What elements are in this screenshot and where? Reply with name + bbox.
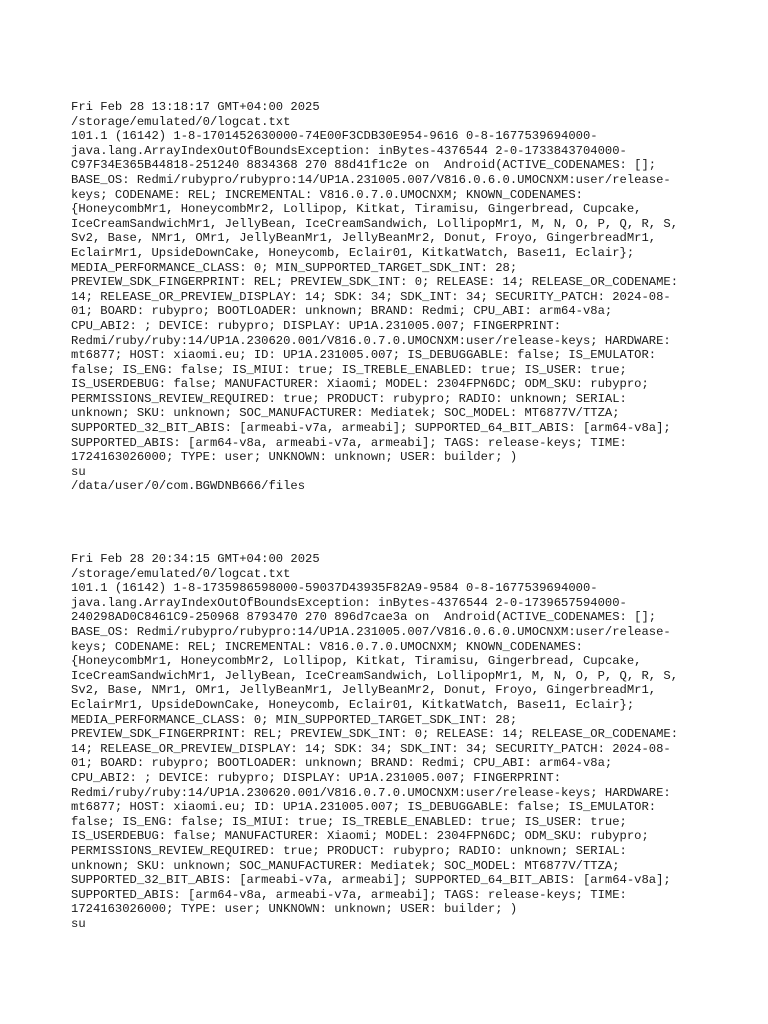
log-line: SUPPORTED_ABIS: [arm64-v8a, armeabi-v7a, armeabi]; TAGS: release-keys; TIME: [71,887,627,902]
log-line: false; IS_ENG: false; IS_MIUI: true; IS_TREBLE_ENABLED: true; IS_USER: true; [71,814,627,829]
log-line: keys; CODENAME: REL; INCREMENTAL: V816.0.7.0.UMOCNXM; KNOWN_CODENAMES: [71,187,583,202]
log-line: false; IS_ENG: false; IS_MIUI: true; IS_TREBLE_ENABLED: true; IS_USER: true; [71,362,627,377]
log-line: PREVIEW_SDK_FINGERPRINT: REL; PREVIEW_SDK_INT: 0; RELEASE: 14; RELEASE_OR_CODENAME: [71,727,679,742]
log-line: PERMISSIONS_REVIEW_REQUIRED: true; PRODUCT: rubypro; RADIO: unknown; SERIAL: [71,391,627,406]
log-line: mt6877; HOST: xiaomi.eu; ID: UP1A.231005.007; IS_DEBUGGABLE: false; IS_EMULATOR: [71,348,657,363]
log-line: SUPPORTED_32_BIT_ABIS: [armeabi-v7a, armeabi]; SUPPORTED_64_BIT_ABIS: [arm64-v8a]; [71,873,671,888]
log-line: Sv2, Base, NMr1, OMr1, JellyBeanMr1, JellyBeanMr2, Donut, Froyo, GingerbreadMr1, [71,683,657,698]
log-line: 14; RELEASE_OR_PREVIEW_DISPLAY: 14; SDK: 34; SDK_INT: 34; SECURITY_PATCH: 2024-08- [71,741,671,756]
log-line: {HoneycombMr1, HoneycombMr2, Lollipop, Kitkat, Tiramisu, Gingerbread, Cupcake, [71,202,642,217]
log-line: BASE_OS: Redmi/rubypro/rubypro:14/UP1A.231005.007/V816.0.6.0.UMOCNXM:user/release- [71,625,671,639]
log-line: Fri Feb 28 13:18:17 GMT+04:00 2025 [71,100,320,114]
log-line: 101.1 (16142) 1-8-1701452630000-74E00F3CDB30E954-9616 0-8-1677539694000- [71,129,598,144]
log-document [71,100,711,931]
log-line: java.lang.ArrayIndexOutOfBoundsException: inBytes-4376544 2-0-1733843704000- [71,143,627,158]
log-line: BASE_OS: Redmi/rubypro/rubypro:14/UP1A.231005.007/V816.0.6.0.UMOCNXM:user/release- [71,172,671,187]
log-line: 01; BOARD: rubypro; BOOTLOADER: unknown; BRAND: Redmi; CPU_ABI: arm64-v8a; [71,304,613,319]
log-line: 14; RELEASE_OR_PREVIEW_DISPLAY: 14; SDK: 34; SDK_INT: 34; SECURITY_PATCH: 2024-08- [71,289,671,304]
log-line: unknown; SKU: unknown; SOC_MANUFACTURER: Mediatek; SOC_MODEL: MT6877V/TTZA; [71,406,620,421]
log-line: su [71,916,86,931]
log-line: 01; BOARD: rubypro; BOOTLOADER: unknown; BRAND: Redmi; CPU_ABI: arm64-v8a; [71,756,613,771]
log-line: Redmi/ruby/ruby:14/UP1A.230620.001/V816.0.7.0.UMOCNXM:user/release-keys; HARDWARE: [71,333,671,348]
log-line: 240298AD0C8461C9-250968 8793470 270 896d7cae3a on Android(ACTIVE_CODENAMES: []; [71,610,657,625]
log-line: /storage/emulated/0/logcat.txt [71,566,291,581]
log-line: PERMISSIONS_REVIEW_REQUIRED: true; PRODUCT: rubypro; RADIO: unknown; SERIAL: [71,843,627,858]
log-line: CPU_ABI2: ; DEVICE: rubypro; DISPLAY: UP1A.231005.007; FINGERPRINT: [71,770,562,785]
log-line: 1724163026000; TYPE: user; UNKNOWN: unknown; USER: builder; ) [71,902,518,917]
log-entry-2 [71,552,711,931]
log-line: Fri Feb 28 20:34:15 GMT+04:00 2025 [71,552,320,567]
log-line: SUPPORTED_ABIS: [arm64-v8a, armeabi-v7a, armeabi]; TAGS: release-keys; TIME: [71,435,627,450]
log-line: EclairMr1, UpsideDownCake, Honeycomb, Eclair01, KitkatWatch, Base11, Eclair}; [71,245,635,260]
log-entry-1 [71,100,711,494]
log-line: /storage/emulated/0/logcat.txt [71,114,291,129]
log-line: SUPPORTED_32_BIT_ABIS: [armeabi-v7a, armeabi]; SUPPORTED_64_BIT_ABIS: [arm64-v8a]; [71,421,671,436]
log-line: IS_USERDEBUG: false; MANUFACTURER: Xiaomi; MODEL: 2304FPN6DC; ODM_SKU: rubypro; [71,829,649,844]
log-line: java.lang.ArrayIndexOutOfBoundsException: inBytes-4376544 2-0-1739657594000- [71,595,627,610]
log-line: CPU_ABI2: ; DEVICE: rubypro; DISPLAY: UP1A.231005.007; FINGERPRINT: [71,318,562,333]
log-line: IceCreamSandwichMr1, JellyBean, IceCreamSandwich, LollipopMr1, M, N, O, P, Q, R, S, [71,668,679,683]
log-line: IceCreamSandwichMr1, JellyBean, IceCreamSandwich, LollipopMr1, M, N, O, P, Q, R, S, [71,216,679,231]
log-line: C97F34E365B44818-251240 8834368 270 88d41f1c2e on Android(ACTIVE_CODENAMES: []; [71,158,657,173]
log-line: 1724163026000; TYPE: user; UNKNOWN: unknown; USER: builder; ) [71,450,518,465]
log-line: Redmi/ruby/ruby:14/UP1A.230620.001/V816.0.7.0.UMOCNXM:user/release-keys; HARDWARE: [71,785,671,800]
log-line: unknown; SKU: unknown; SOC_MANUFACTURER: Mediatek; SOC_MODEL: MT6877V/TTZA; [71,858,620,873]
log-line: {HoneycombMr1, HoneycombMr2, Lollipop, Kitkat, Tiramisu, Gingerbread, Cupcake, [71,654,642,669]
log-line: Sv2, Base, NMr1, OMr1, JellyBeanMr1, JellyBeanMr2, Donut, Froyo, GingerbreadMr1, [71,231,657,246]
log-line: 101.1 (16142) 1-8-1735986598000-59037D43935F82A9-9584 0-8-1677539694000- [71,581,598,596]
log-line: PREVIEW_SDK_FINGERPRINT: REL; PREVIEW_SDK_INT: 0; RELEASE: 14; RELEASE_OR_CODENAME: [71,275,679,290]
log-line: su [71,464,86,479]
log-line: EclairMr1, UpsideDownCake, Honeycomb, Eclair01, KitkatWatch, Base11, Eclair}; [71,697,635,712]
log-line: IS_USERDEBUG: false; MANUFACTURER: Xiaomi; MODEL: 2304FPN6DC; ODM_SKU: rubypro; [71,377,649,392]
log-line: /data/user/0/com.BGWDNB666/files [71,479,306,494]
log-line: MEDIA_PERFORMANCE_CLASS: 0; MIN_SUPPORTED_TARGET_SDK_INT: 28; [71,712,518,727]
log-line: mt6877; HOST: xiaomi.eu; ID: UP1A.231005.007; IS_DEBUGGABLE: false; IS_EMULATOR: [71,800,657,815]
log-line: MEDIA_PERFORMANCE_CLASS: 0; MIN_SUPPORTED_TARGET_SDK_INT: 28; [71,260,518,275]
log-line: keys; CODENAME: REL; INCREMENTAL: V816.0.7.0.UMOCNXM; KNOWN_CODENAMES: [71,639,583,654]
